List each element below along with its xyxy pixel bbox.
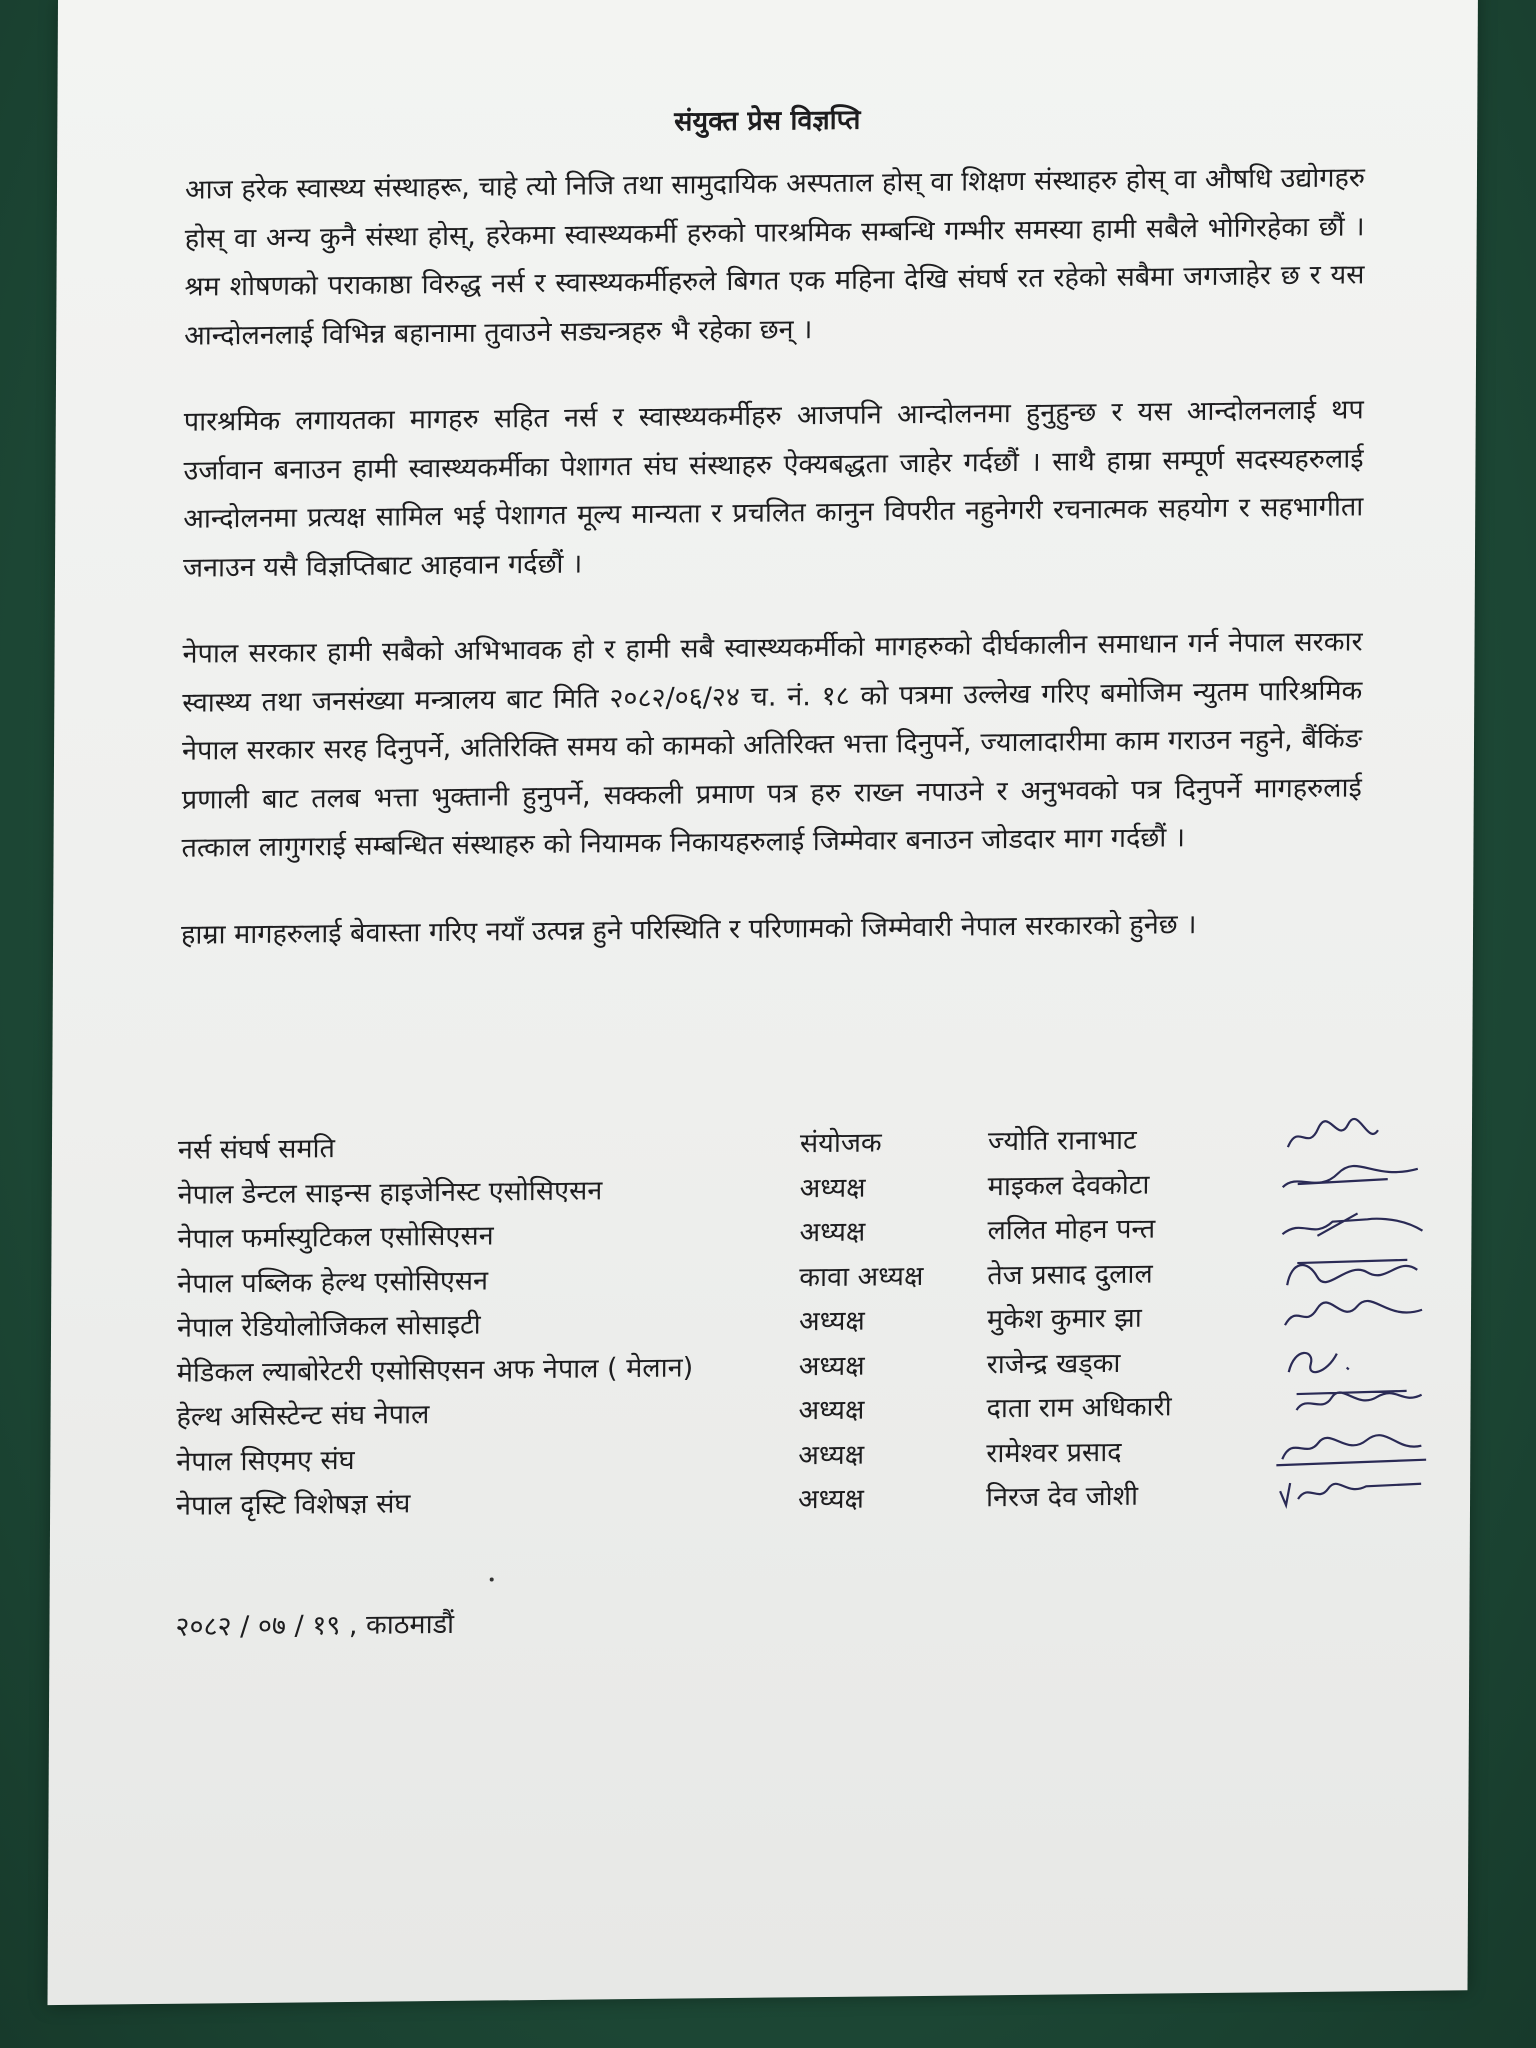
signatory-name: दाता राम अधिकारी: [986, 1391, 1172, 1425]
signatory-role: अध्यक्ष: [798, 1394, 865, 1427]
signatory-organization: नेपाल डेन्टल साइन्स हाइजेनिस्ट एसोसिएसन: [177, 1174, 603, 1211]
signatory-name: निरज देव जोशी: [986, 1480, 1139, 1514]
handwritten-signature: [1277, 1205, 1427, 1247]
signatory-name: ललित मोहन पन्त: [987, 1213, 1156, 1247]
signatory-organization: मेडिकल ल्याबोरेटरी एसोसिएसन अफ नेपाल ( मेलान): [176, 1351, 694, 1389]
handwritten-signature: [1276, 1472, 1426, 1514]
handwritten-signature: [1276, 1383, 1426, 1425]
press-release-sheet: [48, 0, 1478, 2005]
document-date-place: २०८२ / ०७ / १९ , काठमाडौं: [175, 1608, 455, 1643]
paragraph-1: आज हरेक स्वास्थ्य संस्थाहरू, चाहे त्यो निजि तथा सामुदायिक अस्पताल होस् वा शिक्षण संस्थाहरु होस् वा औषधि उद्योगहरु होस् वा अन्य कुनै संस्था होस्, हरेकमा स्वास्थ्यकर्मी हरुको पारश्रमिक सम्बन्धि गम्भीर समस्या हामी सबैले भोगिरहेका छौं । श्रम शोषणको पराकाष्ठा विरुद्ध नर्स र स्वास्थ्यकर्मीहरुले बिगत एक महिना देखि संघर्ष रत रहेको सबैमा जगजाहेर छ र यस आन्दोलनलाई विभिन्न बहानामा तुवाउने सड्यन्त्रहरु भै रहेका छन् ।: [184, 162, 1366, 352]
signatory-name: माइकल देवकोटा: [987, 1169, 1150, 1202]
signatory-organization: नेपाल सिएमए संघ: [176, 1444, 355, 1478]
paragraph-2: पारश्रमिक लगायतका मागहरु सहित नर्स र स्वास्थ्यकर्मीहरु आजपनि आन्दोलनमा हुनुहुन्छ र यस आन्दोलनलाई थप उर्जावान बनाउन हामी स्वास्थ्यकर्मीका पेशागत संघ संस्थाहरु ऐक्यबद्धता जाहेर गर्दछौं । साथै हाम्रा सम्पूर्ण सदस्यहरुलाई आन्दोलनमा प्रत्यक्ष सामिल भई पेशागत मूल्य मान्यता र प्रचलित कानुन विपरीत नहुनेगरी रचनात्मक सहयोग र सहभागीता जनाउन यसै विज्ञप्तिबाट आहवान गर्दछौं ।: [182, 394, 1364, 584]
signatory-role: अध्यक्ष: [799, 1216, 866, 1249]
handwritten-signature: [1278, 1160, 1428, 1202]
signatory-role: संयोजक: [799, 1127, 882, 1160]
handwritten-signature: [1277, 1294, 1427, 1336]
paragraph-4: हाम्रा मागहरुलाई बेवास्ता गरिए नयाँ उत्पन्न हुने परिस्थिति र परिणामको जिम्मेवारी नेपाल सरकारको हुनेछ ।: [181, 908, 1197, 951]
signatory-role: अध्यक्ष: [798, 1483, 864, 1516]
handwritten-signature: [1276, 1427, 1426, 1469]
signatory-organization: नेपाल पब्लिक हेल्थ एसोसिएसन: [177, 1265, 489, 1300]
document-title: संयुक्त प्रेस विज्ञप्ति: [674, 104, 861, 138]
document-body: [181, 154, 1365, 997]
paragraph-3: नेपाल सरकार हामी सबैको अभिभावक हो र हामी सबै स्वास्थ्यकर्मीको मागहरुको दीर्घकालीन समाधान गर्न नेपाल सरकार स्वास्थ्य तथा जनसंख्या मन्त्रालय बाट मिति २०८२/०६/२४ च. नं. १८ को पत्रमा उल्लेख गरिए बमोजिम न्युतम पारिश्रमिक नेपाल सरकार सरह दिनुपर्ने, अतिरिक्ति समय को कामको अतिरिक्त भत्ता दिनुपर्ने, ज्यालादारीमा काम गराउन नहुने, बैंकिंङ प्रणाली बाट तलब भत्ता भुक्तानी हुनुपर्ने, सक्कली प्रमाण पत्र हरु राख्न नपाउने र अनुभवको पत्र दिनुपर्ने मागहरुलाई तत्काल लागुगराई सम्बन्धित संस्थाहरु को नियामक निकायहरुलाई जिम्मेवार बनाउन जोडदार माग गर्दछौं ।: [181, 626, 1363, 864]
signatory-role: कावा अध्यक्ष: [799, 1260, 924, 1293]
ink-dot: [490, 1577, 494, 1581]
signatory-list: [176, 1116, 1408, 1529]
signatory-role: अध्यक्ष: [799, 1172, 866, 1204]
signatory-role: अध्यक्ष: [798, 1305, 865, 1338]
signatory-name: रामेश्वर प्रसाद: [986, 1436, 1122, 1469]
signatory-organization: नेपाल फर्मास्युटिकल एसोसिएसन: [177, 1220, 494, 1255]
signatory-name: तेज प्रसाद दुलाल: [987, 1258, 1153, 1291]
signatory-role: अध्यक्ष: [798, 1439, 865, 1471]
signatory-organization: नर्स संघर्ष समति: [177, 1133, 336, 1166]
handwritten-signature: [1278, 1116, 1428, 1158]
signatory-name: राजेन्द्र खड्का: [986, 1347, 1121, 1380]
signatory-role: अध्यक्ष: [798, 1350, 865, 1382]
signatory-name: मुकेश कुमार झा: [986, 1302, 1142, 1336]
signatory-organization: नेपाल रेडियोलोजिकल सोसाइटी: [176, 1309, 481, 1344]
signatory-name: ज्योति रानाभाट: [987, 1124, 1137, 1158]
signatory-organization: नेपाल दृस्टि विशेषज्ञ संघ: [176, 1488, 411, 1522]
handwritten-signature: [1277, 1338, 1427, 1380]
handwritten-signature: [1277, 1249, 1427, 1291]
signatory-organization: हेल्थ असिस्टेन्ट संघ नेपाल: [176, 1399, 430, 1433]
